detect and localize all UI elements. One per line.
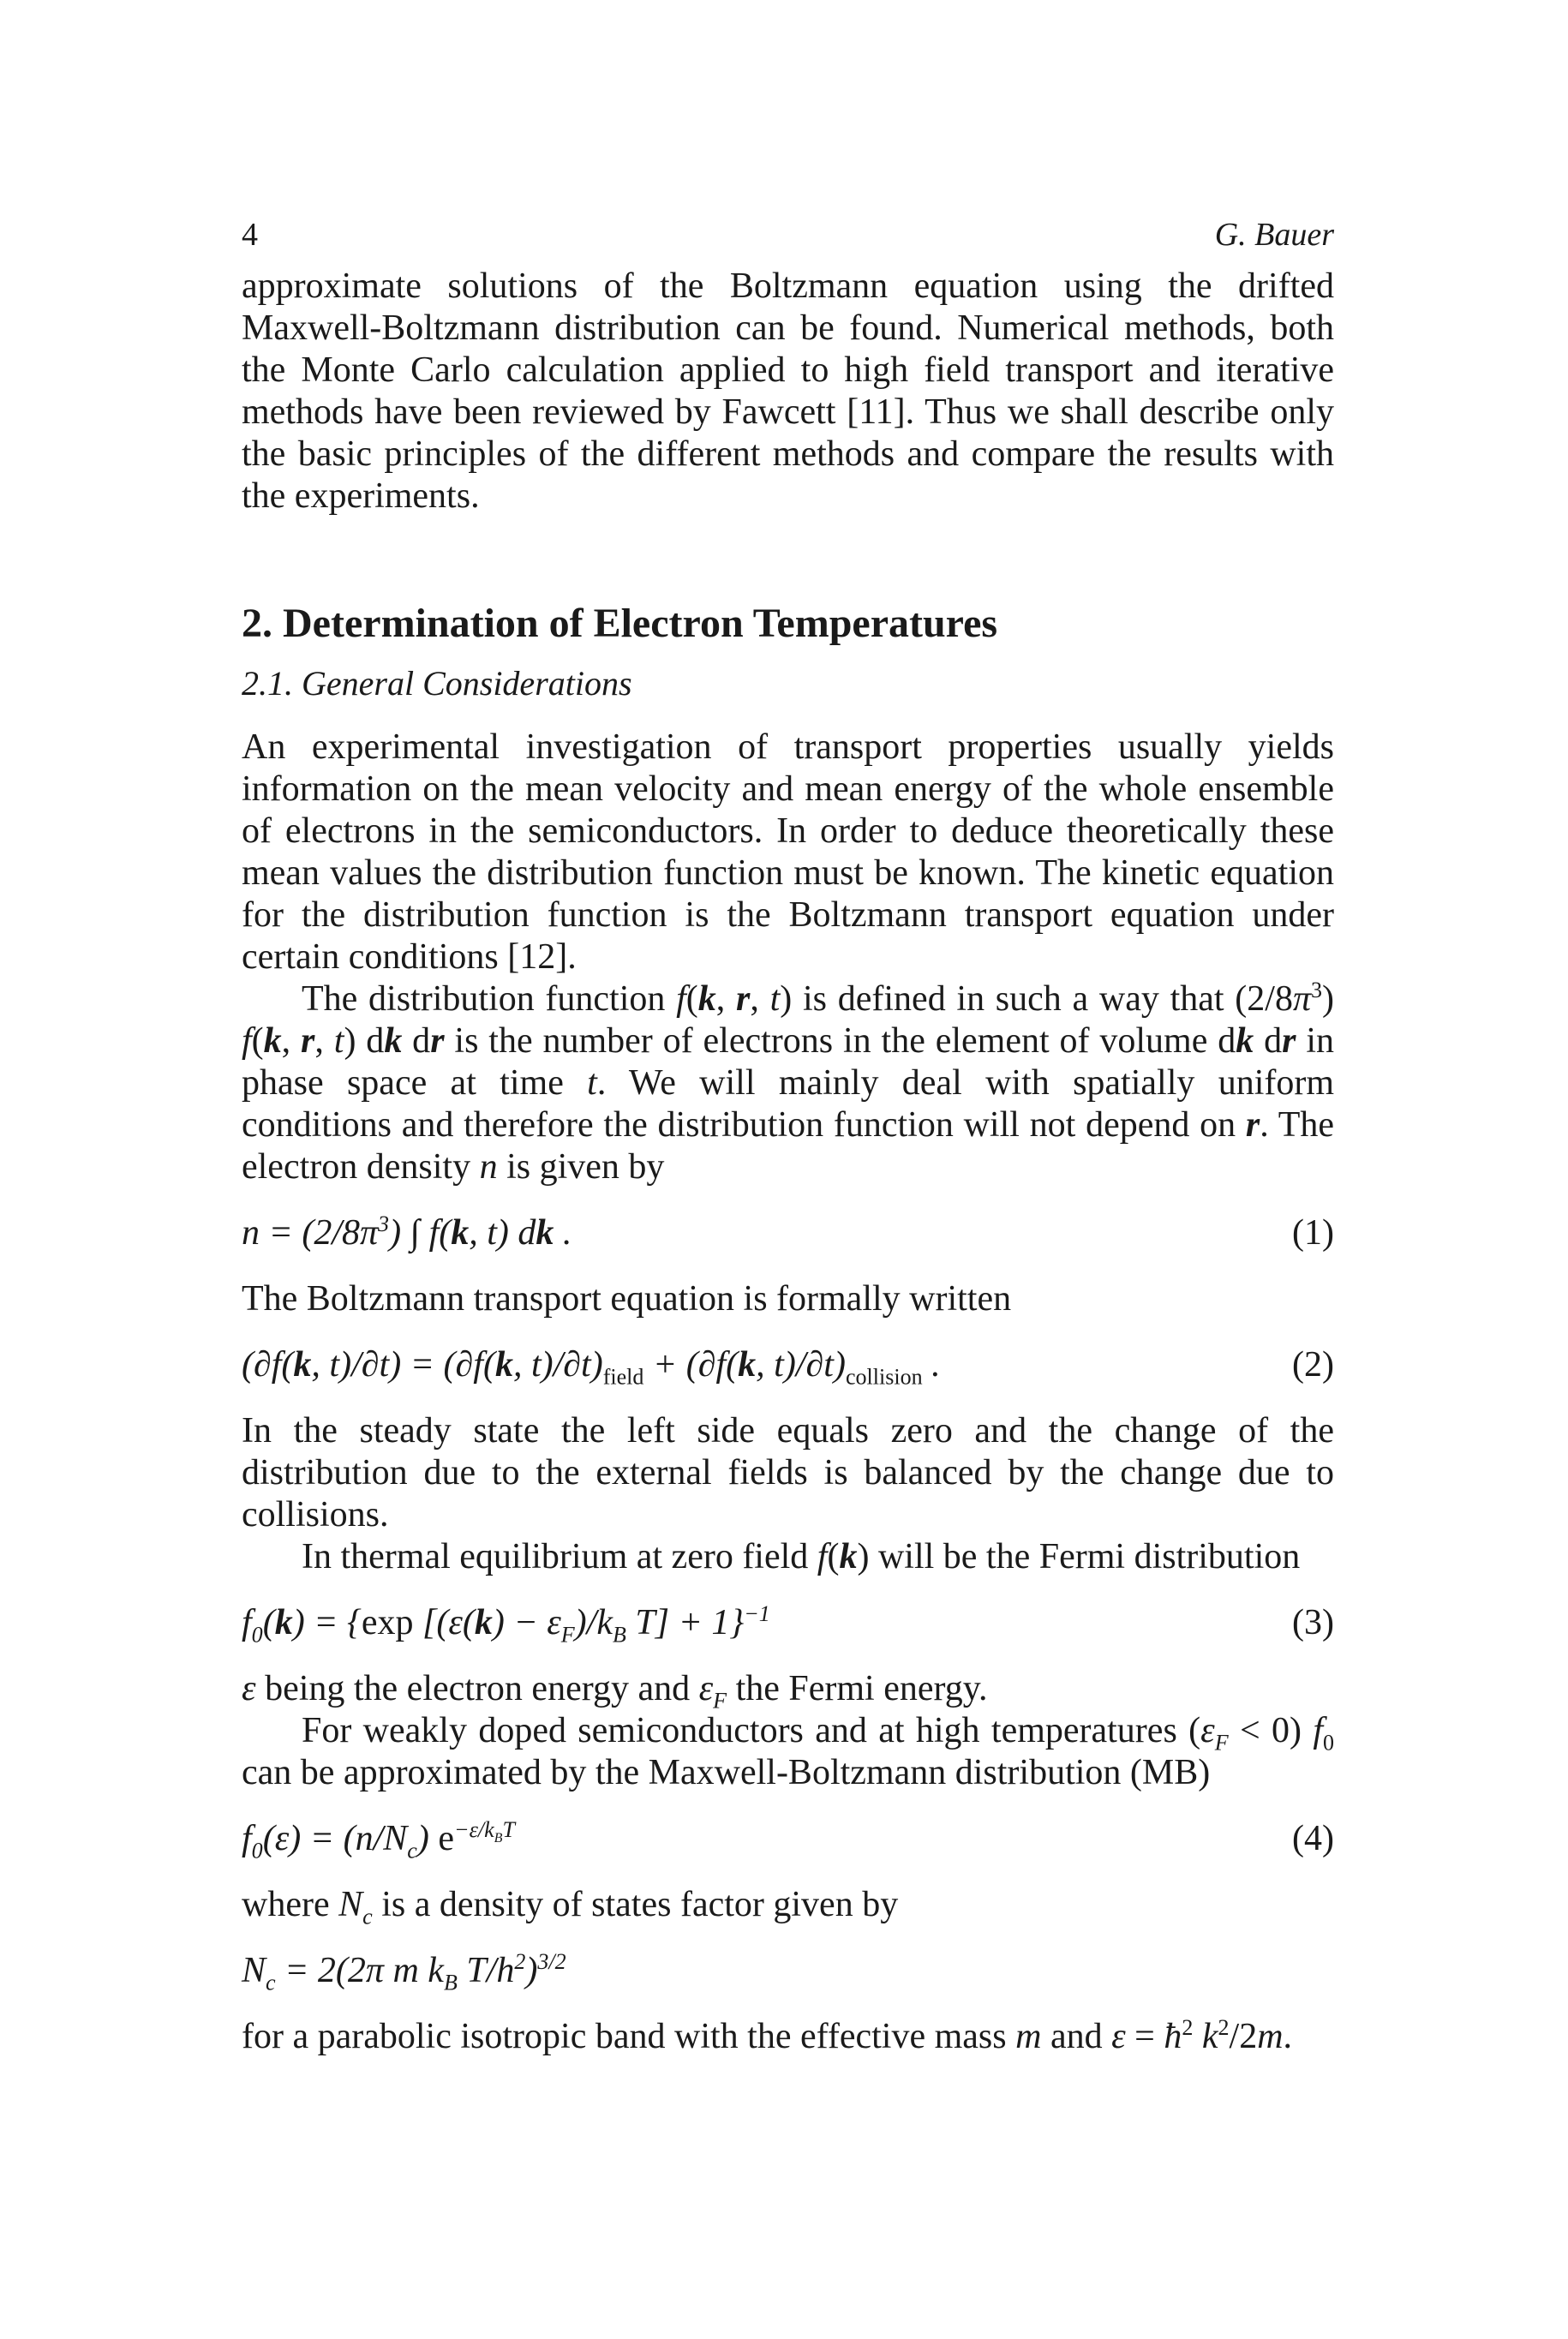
equation-1: $n = (2/8\pi^3)$ ∫ f(k, t) dk . (1) [242, 1211, 1334, 1253]
running-author: G. Bauer [1214, 217, 1334, 253]
equation-2-number: (2) [1292, 1345, 1334, 1385]
paragraph-9: for a parabolic isotropic band with the effective mass m and $\varepsilon = ħ^2$ $k^2/2m$. [242, 2015, 1293, 2056]
equation-4: $f_0(\varepsilon) = (n/N_c)$ $e^{-\varepsilon/k_BT}$ (4) [242, 1817, 1334, 1863]
equation-4-number: (4) [1292, 1819, 1334, 1858]
intro-paragraph: approximate solutions of the Boltzmann equation using the drifted Maxwell-Boltzmann distribution can be found. Numerical methods, both the Monte Carlo calculation applied to high field transport and iterative methods have been reviewed by Fawcett [11]. Thus we shall describe only the basic principles of the different methods and compare the results with the experiments. [242, 266, 1334, 516]
section-title: 2. Determination of Electron Temperatures [242, 601, 998, 646]
paragraph-2: The distribution function f(k, r, t) is defined in such a way that $(2/8\pi^3)$ f(k, r, t) dk dr is the number of electrons in the element of volume dk dr in phase space at time t. We will mainly deal with spatially uniform conditions and therefore the distribution function will not depend on r. The electron density n is given by [242, 978, 1335, 1187]
subsection-title: 2.1. General Considerations [242, 664, 632, 703]
paragraph-4: In the steady state the left side equals zero and the change of the distribution due to the external fields is balanced by the change due to collisions. [242, 1411, 1334, 1534]
equation-3: $f_0(k) = \{\exp$ [$(\varepsilon(k) - \varepsilon_F)/k_B$ T] + 1}$^{-1}$ (3) [242, 1601, 1334, 1648]
paragraph-6: ε being the electron energy and $\varepsilon_F$ the Fermi energy. [242, 1669, 988, 1714]
paragraph-8: where $N_c$ is a density of states factor given by [242, 1885, 899, 1929]
equation-2: (∂f(k, t)/∂t) = (∂f(k, $t)/\partial t)_{field} + (\partial f(k$, $t)/\partial t)_{collision}$ . (2) [242, 1345, 1334, 1390]
equation-3-number: (3) [1292, 1603, 1334, 1642]
paragraph-7: For weakly doped semiconductors and at high temperatures $(\varepsilon_F < 0)$ $f_0$ can be approximated by the Maxwell-Boltzmann distribution (MB) [242, 1711, 1334, 1792]
paragraph-1: An experimental investigation of transport properties usually yields information on the mean velocity and mean energy of the whole ensemble of electrons in the semiconductors. In order to deduce theoretically these mean values the distribution function must be known. The kinetic equation for the distribution function is the Boltzmann transport equation under certain conditions [12]. [242, 727, 1334, 977]
page [242, 214, 1334, 2058]
equation-nc: $N_c = 2(2\pi$ m $k_B$ $T/h^2)^{3/2}$ [242, 1949, 566, 1995]
paragraph-5: In thermal equilibrium at zero field f(k) will be the Fermi distribution [302, 1537, 1301, 1576]
page-number: 4 [242, 217, 258, 253]
equation-1-number: (1) [1292, 1213, 1334, 1253]
running-header [242, 214, 1334, 266]
paragraph-3: The Boltzmann transport equation is formally written [242, 1279, 1012, 1319]
